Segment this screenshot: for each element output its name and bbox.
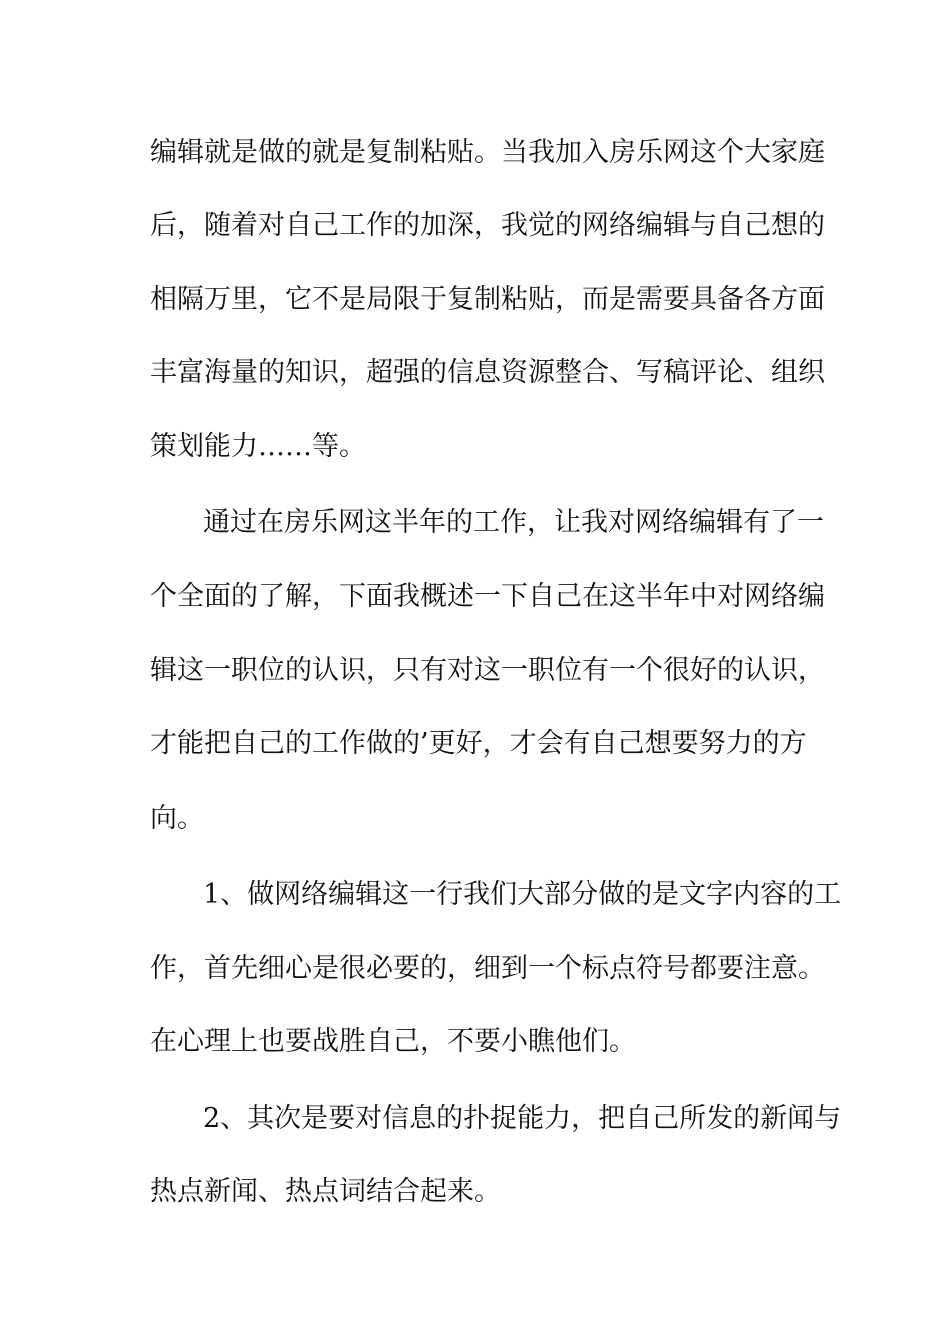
paragraph-1-line-1: 编辑就是做的就是复制粘贴。当我加入房乐网这个大家庭 [150,137,825,168]
paragraph-4-line-2: 热点新闻、热点词结合起来。 [150,1176,501,1207]
paragraph-1-line-4: 丰富海量的知识，超强的信息资源整合、写稿评论、组织 [150,357,825,388]
paragraph-3-line-3: 在心理上也要战胜自己，不要小瞧他们。 [150,1026,636,1057]
paragraph-1-line-2: 后，随着对自己工作的加深，我觉的网络编辑与自己想的 [150,210,825,241]
paragraph-3-line-2: 作，首先细心是很必要的，细到一个标点符号都要注意。 [150,953,825,984]
paragraph-1-line-3: 相隔万里，它不是局限于复制粘贴，而是需要具备各方面 [150,284,825,315]
paragraph-2-line-3: 辑这一职位的认识，只有对这一职位有一个很好的认识， [150,655,825,686]
paragraph-4-line-1: 2、其次是要对信息的扑捉能力，把自己所发的新闻与 [203,1103,842,1134]
paragraph-2-line-2: 个全面的了解，下面我概述一下自己在这半年中对网络编 [150,581,825,612]
paragraph-2-line-4: 才能把自己的工作做的’更好，才会有自己想要努力的方 [150,728,807,759]
paragraph-2-line-5: 向。 [150,803,204,834]
paragraph-2-line-1: 通过在房乐网这半年的工作，让我对网络编辑有了一 [203,507,824,538]
paragraph-1-line-5: 策划能力……等。 [150,431,366,462]
paragraph-3-line-1: 1、做网络编辑这一行我们大部分做的是文字内容的工 [203,879,842,910]
